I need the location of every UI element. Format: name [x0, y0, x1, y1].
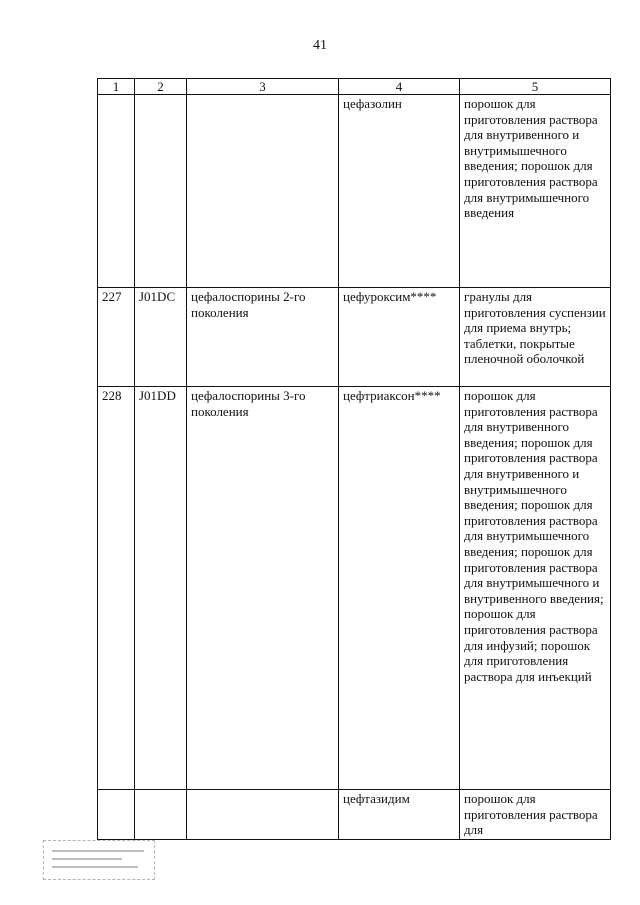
registration-stamp: [43, 840, 155, 880]
drug-name: цефазолин: [339, 95, 460, 288]
column-header: 4: [339, 79, 460, 95]
page-number: 41: [313, 38, 327, 53]
drug-name: цефтазидим: [339, 790, 460, 840]
row-number: [98, 95, 135, 288]
atc-code: J01DD: [135, 387, 187, 790]
table-row: [98, 95, 611, 288]
drug-name: цефуроксим****: [339, 288, 460, 387]
atc-code: [135, 95, 187, 288]
pharmacological-group: цефалоспорины 3-го поколения: [187, 387, 339, 790]
table-row: [98, 387, 611, 790]
atc-code: J01DC: [135, 288, 187, 387]
table-row: [98, 790, 611, 840]
table-header-row: [98, 79, 611, 95]
table-row: [98, 288, 611, 387]
dosage-form: порошок для приготовления раствора для внутривенного введения; порошок для приготовления раствора для внутривенного и внутримышечного введения; порошок для приготовления раствора для внутримышечного введения; порошок для приготовления раствора для внутримышечного и внутривенного введения; порошок для приготовления раствора для инфузий; порошок для приготовления раствора для инъекций: [460, 387, 611, 790]
row-number: [98, 790, 135, 840]
drug-name: цефтриаксон****: [339, 387, 460, 790]
column-header: 2: [135, 79, 187, 95]
pharmacological-group: цефалоспорины 2-го поколения: [187, 288, 339, 387]
atc-code: [135, 790, 187, 840]
column-header: 3: [187, 79, 339, 95]
pharmacological-group: [187, 790, 339, 840]
dosage-form: гранулы для приготовления суспензии для приема внутрь; таблетки, покрытые пленочной оболочкой: [460, 288, 611, 387]
pharmacological-group: [187, 95, 339, 288]
column-header: 1: [98, 79, 135, 95]
dosage-form: порошок для приготовления раствора для: [460, 790, 611, 840]
column-header: 5: [460, 79, 611, 95]
drug-table: [97, 78, 611, 840]
row-number: 227: [98, 288, 135, 387]
dosage-form: порошок для приготовления раствора для внутривенного и внутримышечного введения; порошок для приготовления раствора для внутримышечного введения: [460, 95, 611, 288]
row-number: 228: [98, 387, 135, 790]
